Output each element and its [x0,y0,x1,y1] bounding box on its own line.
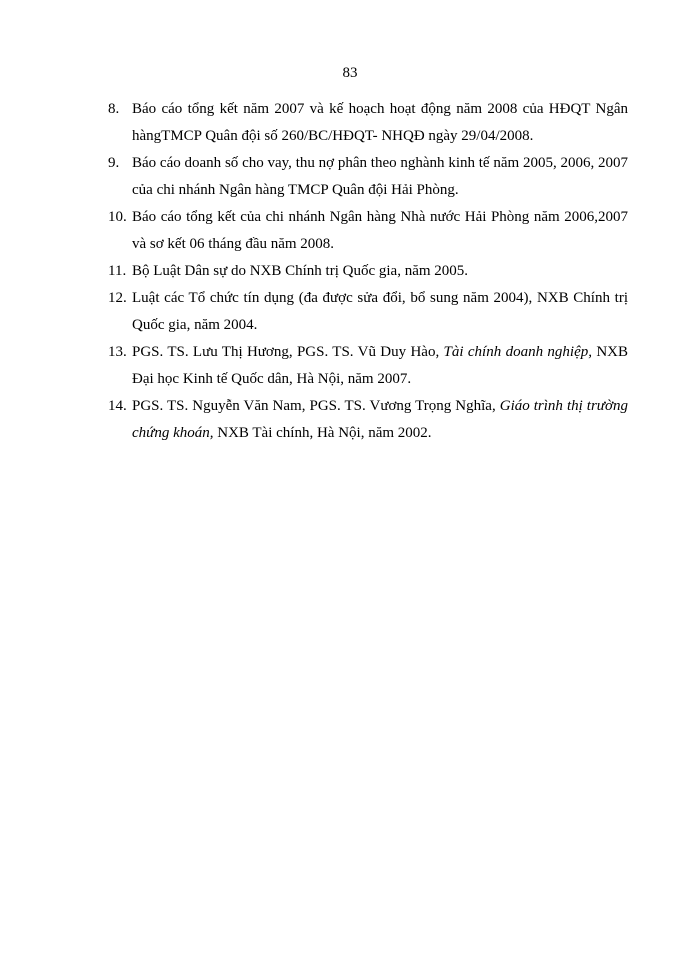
reference-text: Báo cáo tổng kết năm 2007 và kế hoạch hoạt động năm 2008 của HĐQT Ngân hàngTMCP Quân đội số 260/BC/HĐQT- NHQĐ ngày 29/04/2008. [132,101,628,144]
reference-text: Báo cáo tổng kết của chi nhánh Ngân hàng Nhà nước Hải Phòng năm 2006,2007 và sơ kết 06 tháng đầu năm 2008. [132,209,628,252]
reference-list [108,96,628,447]
reference-number: 10. [108,209,127,225]
reference-text: Luật các Tổ chức tín dụng (đa được sửa đổi, bổ sung năm 2004), NXB Chính trị Quốc gia, năm 2004. [132,290,628,333]
reference-item [108,285,628,339]
reference-number: 13. [108,344,127,360]
reference-title: Giáo trình thị trường chứng khoán, [132,398,628,441]
reference-number: 11. [108,263,127,279]
reference-number: 14. [108,398,127,414]
reference-number: 12. [108,290,127,306]
reference-item [108,258,628,285]
reference-text: PGS. TS. Lưu Thị Hương, PGS. TS. Vũ Duy Hào, Tài chính doanh nghiệp, NXB Đại học Kinh tế Quốc dân, Hà Nội, năm 2007. [132,344,628,387]
reference-item [108,339,628,393]
reference-number: 8. [108,101,120,117]
reference-item [108,204,628,258]
reference-number: 9. [108,155,120,171]
reference-title: Tài chính doanh nghiệp, [443,344,592,360]
page-number: 83 [342,65,358,81]
reference-text: PGS. TS. Nguyễn Văn Nam, PGS. TS. Vương Trọng Nghĩa, Giáo trình thị trường chứng khoán, NXB Tài chính, Hà Nội, năm 2002. [132,398,628,441]
reference-text: Báo cáo doanh số cho vay, thu nợ phân theo nghành kinh tế năm 2005, 2006, 2007 của chi nhánh Ngân hàng TMCP Quân đội Hải Phòng. [132,155,628,198]
reference-text: Bộ Luật Dân sự do NXB Chính trị Quốc gia, năm 2005. [132,263,469,279]
reference-item [108,393,628,447]
reference-item [108,150,628,204]
reference-item [108,96,628,150]
